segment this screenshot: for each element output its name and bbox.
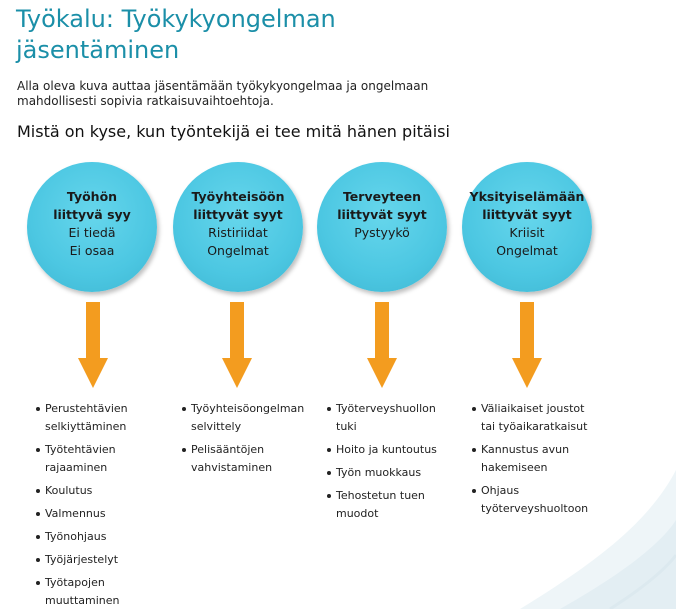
cause-circle-private-life [462,162,592,292]
down-arrow-icon [367,302,397,388]
list-item: Työtapojen muuttaminen [36,574,128,610]
list-item: Työyhteisöongelman selvittely [182,400,304,436]
list-item: Kannustus avun hakemiseen [472,441,588,477]
cause-sub-2: Ongelmat [496,243,558,258]
cause-category-line-2: liittyvä syy [53,207,131,222]
list-item: Työn muokkaus [327,464,437,482]
list-item: Koulutus [36,482,128,500]
cause-circle-health [317,162,447,292]
intro-line-2: mahdollisesti sopivia ratkaisuvaihtoehtoja. [17,94,274,108]
list-item: Työtehtävien rajaaminen [36,441,128,477]
cause-sub-2: Ei osaa [69,243,115,258]
cause-sub-1: Ei tiedä [68,225,116,240]
cause-sub-1: Pystyykö [354,225,410,240]
list-item: Väliaikaiset joustot tai työaikaratkaisut [472,400,588,436]
solutions-list-community [182,400,304,482]
list-item: Työterveyshuollon tuki [327,400,437,436]
list-item: Valmennus [36,505,128,523]
page-title-line-1: Työkalu: Työkykyongelman [16,5,336,33]
solutions-list-health [327,400,437,528]
cause-sub-1: Ristiriidat [208,225,268,240]
cause-category-line-2: liittyvät syyt [193,207,283,222]
cause-circle-community [173,162,303,292]
list-item: Työjärjestelyt [36,551,128,569]
cause-circle-work [27,162,157,292]
down-arrow-icon [222,302,252,388]
cause-category-line-1: Työyhteisöön [191,189,285,204]
cause-sub-1: Kriisit [509,225,545,240]
cause-category-line-2: liittyvät syyt [482,207,572,222]
page-title [16,4,336,66]
list-item: Pelisääntöjen vahvistaminen [182,441,304,477]
page-title-line-2: jäsentäminen [16,36,180,64]
list-item: Hoito ja kuntoutus [327,441,437,459]
list-item: Perustehtävien selkiyttäminen [36,400,128,436]
intro-line-1: Alla oleva kuva auttaa jäsentämään työkykyongelmaa ja ongelmaan [17,79,429,93]
list-item: Työnohjaus [36,528,128,546]
cause-category-line-2: liittyvät syyt [337,207,427,222]
solutions-list-private-life [472,400,588,523]
solutions-list-work [36,400,128,615]
cause-sub-2: Ongelmat [207,243,269,258]
list-item: Ohjaus työterveyshuoltoon [472,482,588,518]
diagram-question: Mistä on kyse, kun työntekijä ei tee mitä hänen pitäisi [17,122,450,141]
cause-category-line-1: Yksityiselämään [469,189,585,204]
list-item: Tehostetun tuen muodot [327,487,437,523]
down-arrow-icon [78,302,108,388]
intro-text [17,79,457,109]
cause-category-line-1: Työhön [66,189,118,204]
down-arrow-icon [512,302,542,388]
cause-category-line-1: Terveyteen [342,189,422,204]
